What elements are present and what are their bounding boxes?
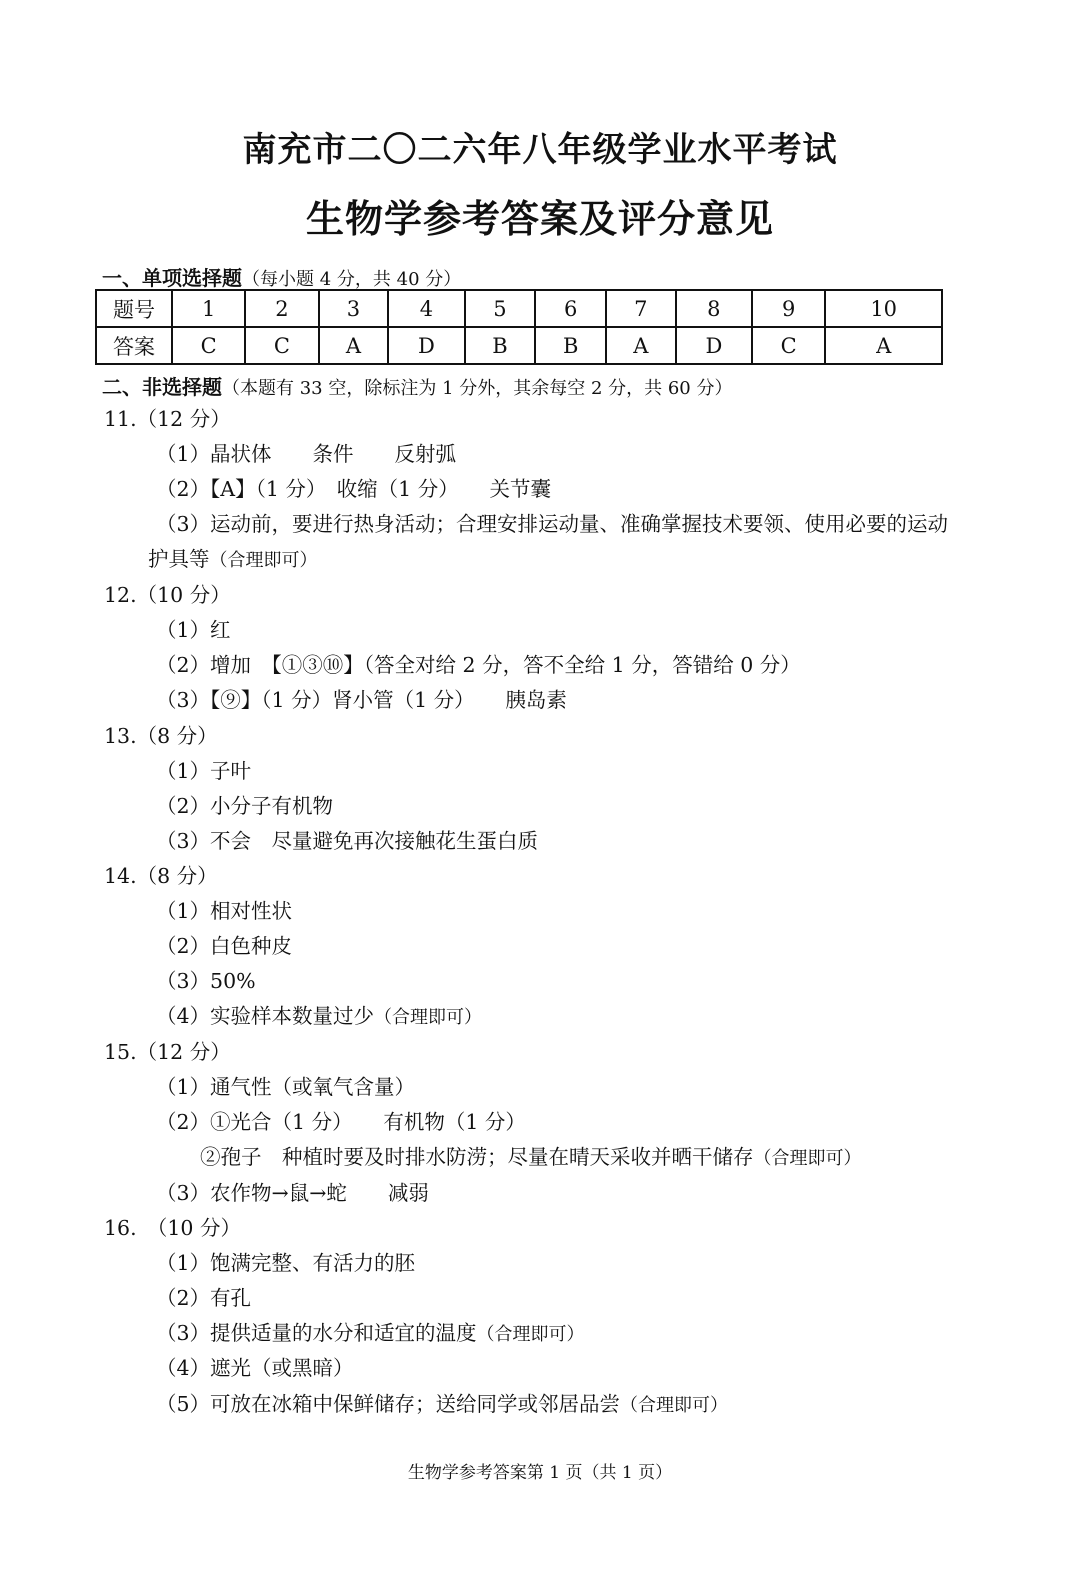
- q16-answer-3: [156, 1320, 585, 1348]
- question-11-heading: 11.（12 分）: [104, 407, 231, 431]
- q12-answer-1: （1）红: [156, 618, 231, 642]
- q11-answer-2: （2）【A】（1 分） 收缩（1 分） 关节囊: [156, 477, 551, 501]
- q11-answer-3-text: 护具等: [148, 547, 210, 571]
- q14-answer-2: （2）白色种皮: [156, 934, 293, 958]
- q15-answer-2b: [200, 1144, 862, 1172]
- question-number-cell: 4: [388, 290, 464, 327]
- table-row-numbers: [96, 290, 942, 327]
- q13-answer-3: （3）不会 尽量避免再次接触花生蛋白质: [156, 829, 539, 853]
- q14-answer-4: [156, 1003, 482, 1031]
- question-number-cell: 9: [752, 290, 825, 327]
- answer-key-title: 生物学参考答案及评分意见: [305, 197, 774, 241]
- scoring-note: （合理即可）: [374, 1007, 483, 1028]
- question-number-cell: 8: [676, 290, 752, 327]
- section1-heading: [102, 262, 461, 291]
- scoring-note: （合理即可）: [476, 1324, 585, 1345]
- question-number-cell: 5: [465, 290, 536, 327]
- q11-answer-3: （3）运动前，要进行热身活动；合理安排运动量、准确掌握技术要领、使用必要的运动: [156, 512, 949, 536]
- q14-answer-1: （1）相对性状: [156, 899, 293, 923]
- row-header-answers: 答案: [96, 327, 172, 364]
- answer-cell: D: [388, 327, 464, 364]
- scoring-note: （合理即可）: [620, 1395, 729, 1416]
- q12-answer-3: （3）【⑨】（1 分）肾小管（1 分） 胰岛素: [156, 688, 567, 712]
- answer-cell: B: [535, 327, 606, 364]
- q16-answer-4: （4）遮光（或黑暗）: [156, 1356, 354, 1380]
- q15-answer-2: （2）①光合（1 分） 有机物（1 分）: [156, 1110, 526, 1134]
- multiple-choice-answer-table: [95, 289, 943, 365]
- question-number-cell: 10: [825, 290, 942, 327]
- question-15-heading: 15.（12 分）: [104, 1040, 231, 1064]
- question-number-cell: 2: [245, 290, 318, 327]
- q14-answer-3: （3）50%: [156, 969, 256, 993]
- q11-answer-1: （1）晶状体 条件 反射弧: [156, 442, 457, 466]
- answer-cell: A: [825, 327, 942, 364]
- q16-answer-2: （2）有孔: [156, 1286, 252, 1310]
- row-header-numbers: 题号: [96, 290, 172, 327]
- q16-answer-3-text: （3）提供适量的水分和适宜的温度: [156, 1321, 477, 1345]
- q15-answer-2b-text: ②孢子 种植时要及时排水防涝；尽量在晴天采收并晒干储存: [200, 1145, 754, 1169]
- answer-cell: A: [606, 327, 676, 364]
- question-number-cell: 3: [319, 290, 389, 327]
- section2-note: （本题有 33 空，除标注为 1 分外，其余每空 2 分，共 60 分）: [222, 378, 733, 399]
- section2-heading: [102, 371, 732, 400]
- exam-title: 南充市二〇二六年八年级学业水平考试: [242, 130, 838, 170]
- question-14-heading: 14.（8 分）: [104, 864, 218, 888]
- section2-heading-label: 二、非选择题: [102, 375, 222, 399]
- q15-answer-1: （1）通气性（或氧气含量）: [156, 1075, 416, 1099]
- page-footer: 生物学参考答案第 1 页（共 1 页）: [407, 1463, 673, 1483]
- answer-cell: B: [465, 327, 536, 364]
- answer-cell: D: [676, 327, 752, 364]
- scoring-note: （合理即可）: [209, 550, 318, 571]
- answer-cell: A: [319, 327, 389, 364]
- question-number-cell: 1: [172, 290, 245, 327]
- q15-answer-3: （3）农作物→鼠→蛇 减弱: [156, 1181, 429, 1205]
- question-number-cell: 6: [535, 290, 606, 327]
- question-16-heading: 16. （10 分）: [104, 1216, 241, 1240]
- q12-answer-2: （2）增加 【①③⑩】（答全对给 2 分，答不全给 1 分，答错给 0 分）: [156, 653, 801, 677]
- q16-answer-5-text: （5）可放在冰箱中保鲜储存；送给同学或邻居品尝: [156, 1392, 621, 1416]
- question-number-cell: 7: [606, 290, 676, 327]
- q14-answer-4-text: （4）实验样本数量过少: [156, 1004, 375, 1028]
- q16-answer-5: [156, 1391, 728, 1419]
- answer-cell: C: [752, 327, 825, 364]
- question-12-heading: 12.（10 分）: [104, 583, 231, 607]
- answer-cell: C: [245, 327, 318, 364]
- q13-answer-2: （2）小分子有机物: [156, 794, 334, 818]
- section1-note: （每小题 4 分，共 40 分）: [242, 269, 462, 290]
- q13-answer-1: （1）子叶: [156, 759, 252, 783]
- answer-cell: C: [172, 327, 245, 364]
- question-13-heading: 13.（8 分）: [104, 724, 218, 748]
- section1-heading-label: 一、单项选择题: [102, 266, 242, 290]
- table-row-answers: [96, 327, 942, 364]
- scoring-note: （合理即可）: [753, 1148, 862, 1169]
- q11-answer-3-continued: [148, 546, 318, 574]
- q16-answer-1: （1）饱满完整、有活力的胚: [156, 1251, 416, 1275]
